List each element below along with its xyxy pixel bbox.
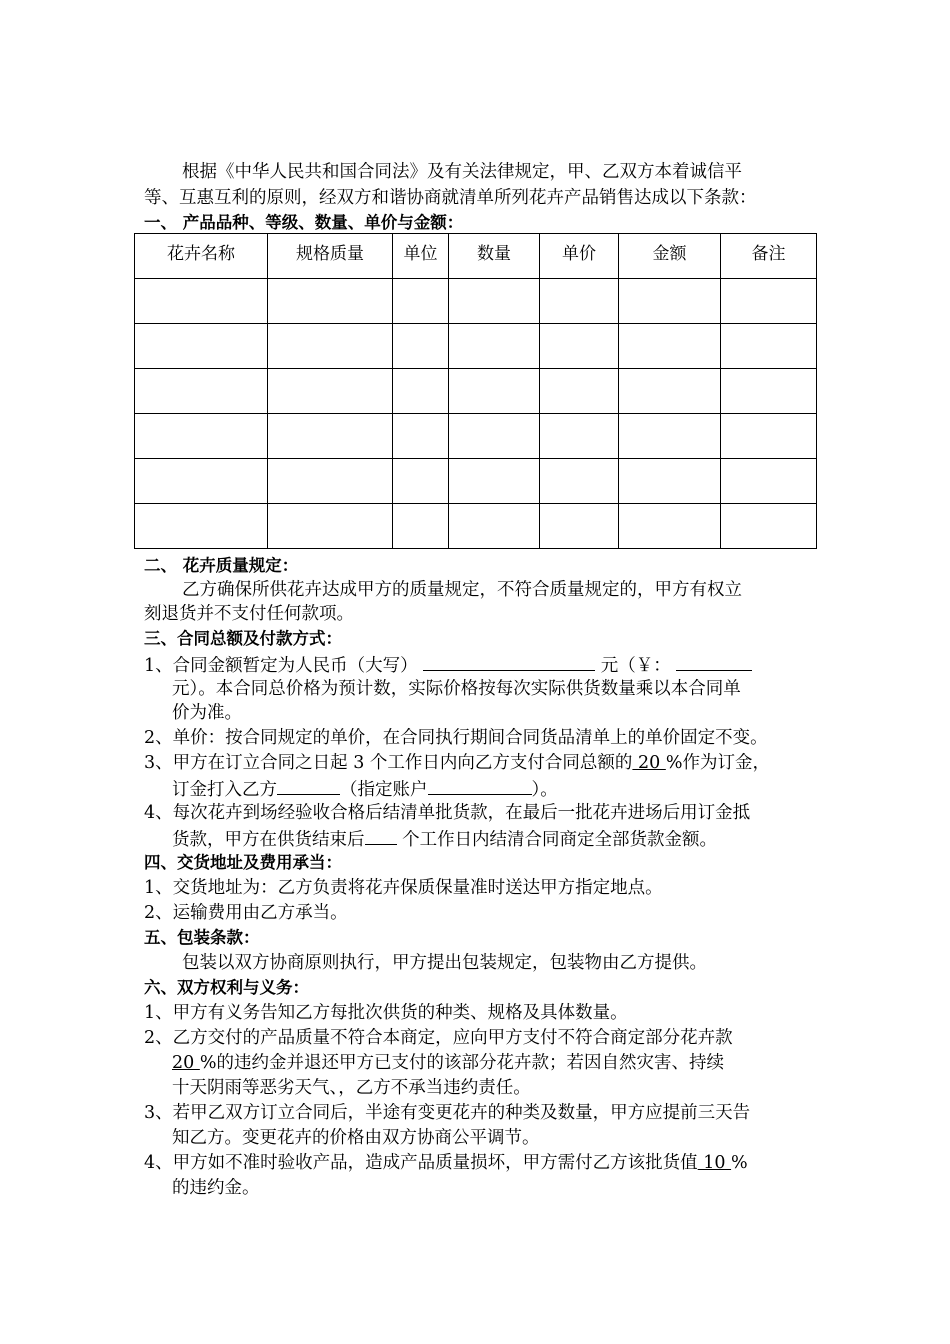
table-cell[interactable] — [135, 279, 268, 324]
table-cell[interactable] — [721, 369, 817, 414]
item-3-text: 3、甲方在订立合同之日起 3 个工作日内向乙方支付合同总额的 — [144, 753, 633, 773]
section-3-item-3 — [144, 751, 770, 775]
table-cell[interactable] — [135, 324, 268, 369]
deposit-percent[interactable]: 20 — [632, 753, 666, 773]
table-cell[interactable] — [268, 459, 393, 504]
table-cell[interactable] — [393, 279, 449, 324]
header-unit-price: 单价 — [540, 234, 619, 279]
table-cell[interactable] — [135, 459, 268, 504]
table-cell[interactable] — [721, 414, 817, 459]
table-cell[interactable] — [721, 504, 817, 549]
table-row — [135, 279, 817, 324]
item-3-text-b: %作为订金， — [665, 753, 770, 773]
table-row — [135, 369, 817, 414]
header-flower-name: 花卉名称 — [135, 234, 268, 279]
section-2-title: 二、 花卉质量规定： — [144, 556, 299, 575]
table-cell[interactable] — [540, 504, 619, 549]
section-3-item-2: 2、单价：按合同规定的单价，在合同执行期间合同货品清单上的单价固定不变。 — [144, 728, 768, 748]
section-3-item-4: 4、每次花卉到场经验收合格后结清单批货款，在最后一批花卉进场后用订金抵 — [144, 803, 751, 823]
account-blank[interactable] — [277, 776, 340, 795]
table-cell[interactable] — [449, 279, 540, 324]
item-4-text: 货款，甲方在供货结束后 — [172, 830, 365, 850]
section-4-item-1: 1、交货地址为：乙方负责将花卉保质保量准时送达甲方指定地点。 — [144, 878, 663, 898]
table-cell[interactable] — [540, 369, 619, 414]
table-cell[interactable] — [619, 504, 721, 549]
table-cell[interactable] — [619, 324, 721, 369]
section-1-title: 一、 产品品种、等级、数量、单价与金额： — [144, 213, 464, 232]
item-1-yuan-label: 元（￥： — [600, 656, 671, 676]
section-6-item-2-cont-2: 十天阴雨等恶劣天气、，乙方不承当违约责任。 — [172, 1078, 531, 1098]
section-2-line-2: 刻退货并不支付任何款项。 — [144, 604, 354, 624]
table-row — [135, 414, 817, 459]
section-6-item-3: 3、若甲乙双方订立合同后，半途有变更花卉的种类及数量，甲方应提前三天告 — [144, 1103, 751, 1123]
item-4-text: 4、甲方如不准时验收产品，造成产品质量损坏，甲方需付乙方该批货值 — [144, 1153, 698, 1173]
table-cell[interactable] — [449, 369, 540, 414]
amount-figure-blank[interactable] — [676, 652, 752, 671]
section-4-item-2: 2、运输费用由乙方承当。 — [144, 903, 348, 923]
table-cell[interactable] — [268, 369, 393, 414]
item-1-label: 1、合同金额暂定为人民币（大写） — [144, 656, 418, 676]
section-5-line-1: 包装以双方协商原则执行，甲方提出包装规定，包装物由乙方提供。 — [182, 953, 707, 973]
table-cell[interactable] — [721, 279, 817, 324]
header-unit: 单位 — [393, 234, 449, 279]
section-3-item-1 — [144, 652, 752, 678]
header-remarks: 备注 — [721, 234, 817, 279]
table-cell[interactable] — [449, 414, 540, 459]
table-cell[interactable] — [721, 324, 817, 369]
table-cell[interactable] — [135, 504, 268, 549]
table-cell[interactable] — [449, 504, 540, 549]
table-cell[interactable] — [540, 324, 619, 369]
table-cell[interactable] — [619, 459, 721, 504]
table-cell[interactable] — [540, 459, 619, 504]
table-cell[interactable] — [619, 369, 721, 414]
table-cell[interactable] — [268, 279, 393, 324]
intro-line-1: 根据《中华人民共和国合同法》及有关法律规定，甲、乙双方本着诚信平 — [182, 162, 742, 182]
table-cell[interactable] — [449, 459, 540, 504]
table-header-row — [135, 234, 817, 279]
section-6-item-4 — [144, 1151, 748, 1175]
section-6-item-4-cont: 的违约金。 — [172, 1178, 260, 1198]
section-6-item-3-cont: 知乙方。变更花卉的价格由双方协商公平调节。 — [172, 1128, 540, 1148]
intro-line-2: 等、互惠互利的原则，经双方和谐协商就清单所列花卉产品销售达成以下条款： — [144, 188, 757, 208]
late-acceptance-percent[interactable]: 10 — [697, 1153, 732, 1173]
table-cell[interactable] — [135, 414, 268, 459]
table-cell[interactable] — [393, 504, 449, 549]
table-row — [135, 324, 817, 369]
amount-in-words-blank[interactable] — [423, 652, 595, 671]
section-3-item-3-cont — [172, 776, 558, 802]
header-quantity: 数量 — [449, 234, 540, 279]
item-4-text-b: 个工作日内结清合同商定全部货款金额。 — [396, 830, 718, 850]
section-3-title: 三、合同总额及付款方式： — [144, 629, 342, 648]
section-4-title: 四、交货地址及费用承当： — [144, 853, 342, 872]
header-amount: 金额 — [619, 234, 721, 279]
section-3-item-1-cont-2: 价为准。 — [172, 703, 242, 723]
section-6-title: 六、双方权利与义务： — [144, 978, 309, 997]
item-4-percent-sign: % — [731, 1153, 748, 1173]
table-cell[interactable] — [268, 504, 393, 549]
table-cell[interactable] — [540, 414, 619, 459]
header-spec: 规格质量 — [268, 234, 393, 279]
table-cell[interactable] — [540, 279, 619, 324]
item-3-account-label: 订金打入乙方 — [172, 780, 277, 800]
working-days-blank[interactable] — [365, 826, 397, 845]
product-table — [134, 233, 817, 549]
table-cell[interactable] — [619, 279, 721, 324]
section-3-item-1-cont: 元）。本合同总价格为预计数，实际价格按每次实际供货数量乘以本合同单 — [172, 679, 741, 699]
table-cell[interactable] — [393, 459, 449, 504]
table-cell[interactable] — [135, 369, 268, 414]
item-2-text-b: %的违约金并退还甲方已支付的该部分花卉款；若因自然灾害、持续 — [199, 1053, 724, 1073]
item-3-account-note: （指定账户 — [340, 780, 428, 800]
section-6-item-2-cont — [172, 1051, 724, 1075]
table-cell[interactable] — [721, 459, 817, 504]
section-3-item-4-cont — [172, 826, 717, 852]
table-cell[interactable] — [393, 414, 449, 459]
section-6-item-2: 2、乙方交付的产品质量不符合本商定，应向甲方支付不符合商定部分花卉款 — [144, 1028, 733, 1048]
table-cell[interactable] — [268, 324, 393, 369]
designated-account-blank[interactable] — [428, 776, 532, 795]
table-cell[interactable] — [393, 369, 449, 414]
penalty-percent[interactable]: 20 — [172, 1053, 200, 1073]
table-cell[interactable] — [268, 414, 393, 459]
table-cell[interactable] — [619, 414, 721, 459]
item-3-end: ）。 — [531, 780, 558, 800]
table-row — [135, 504, 817, 549]
section-2-line-1: 乙方确保所供花卉达成甲方的质量规定，不符合质量规定的，甲方有权立 — [182, 580, 742, 600]
section-6-item-1: 1、甲方有义务告知乙方每批次供货的种类、规格及具体数量。 — [144, 1003, 628, 1023]
table-cell[interactable] — [393, 324, 449, 369]
section-5-title: 五、包装条款： — [144, 928, 260, 947]
table-cell[interactable] — [449, 324, 540, 369]
table-row — [135, 459, 817, 504]
